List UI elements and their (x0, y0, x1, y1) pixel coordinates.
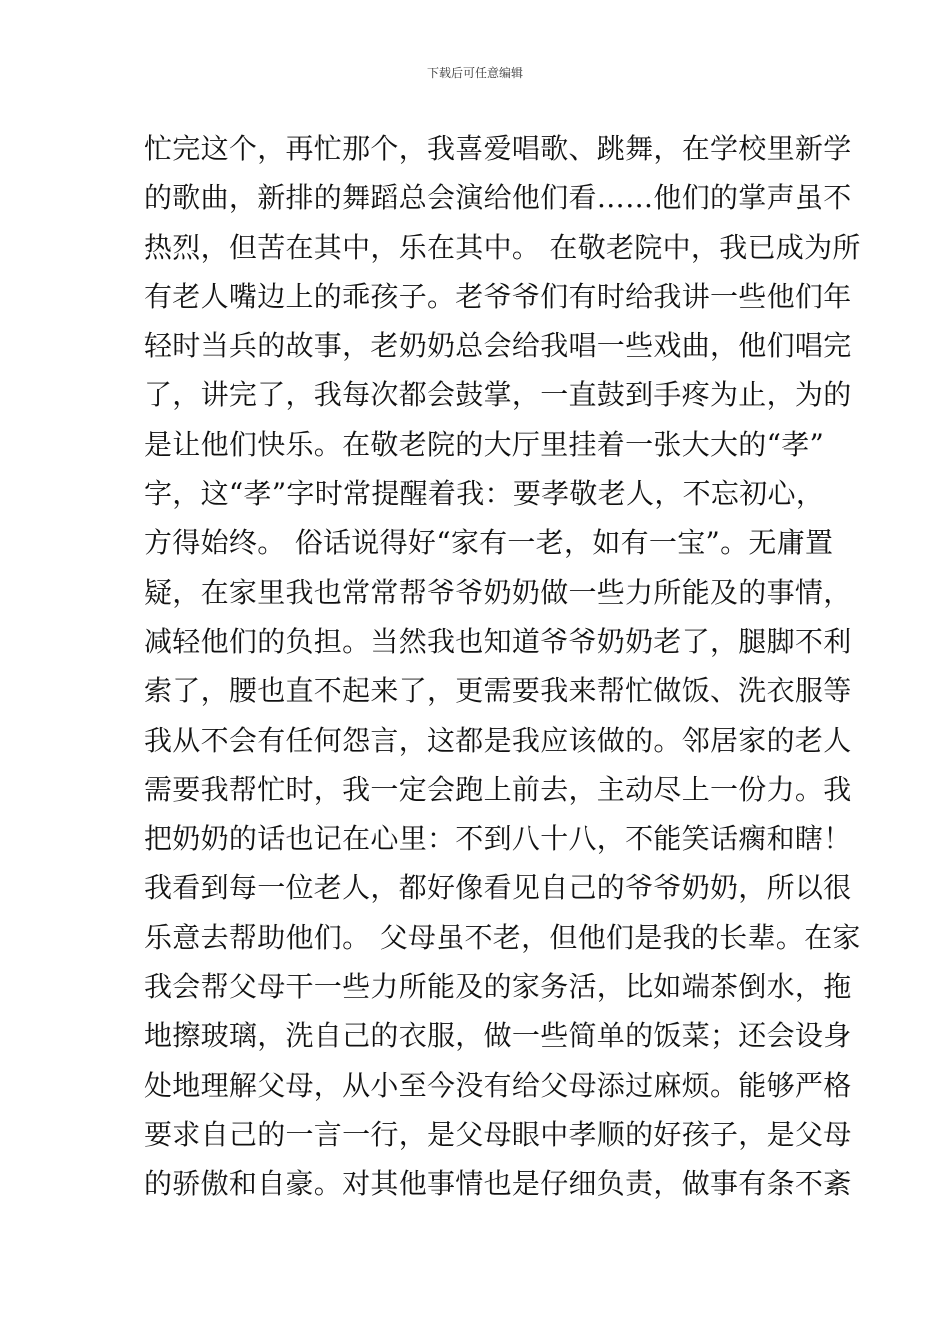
text-line: 是让他们快乐。在敬老院的大厅里挂着一张大大的“孝” (144, 427, 825, 461)
text-line: 疑，在家里我也常常帮爷爷奶奶做一些力所能及的事情， (144, 575, 852, 609)
text-line: 我从不会有任何怨言，这都是我应该做的。邻居家的老人 (144, 723, 852, 757)
text-line: 轻时当兵的故事，老奶奶总会给我唱一些戏曲，他们唱完 (144, 329, 852, 363)
text-line: 了，讲完了，我每次都会鼓掌，一直鼓到手疼为止，为的 (144, 378, 852, 412)
text-line: 索了，腰也直不起来了，更需要我来帮忙做饭、洗衣服等 (144, 674, 852, 708)
text-line: 热烈，但苦在其中，乐在其中。 在敬老院中，我已成为所 (144, 230, 861, 264)
text-line: 要求自己的一言一行，是父母眼中孝顺的好孩子，是父母 (144, 1117, 852, 1151)
text-line: 有老人嘴边上的乖孩子。老爷爷们有时给我讲一些他们年 (144, 279, 852, 313)
text-line: 乐意去帮助他们。 父母虽不老，但他们是我的长辈。在家 (144, 920, 861, 954)
text-line: 字，这“孝”字时常提醒着我：要孝敬老人，不忘初心， (144, 477, 825, 511)
text-line: 把奶奶的话也记在心里：不到八十八，不能笑话瘸和瞎！ (144, 822, 852, 856)
text-line: 我会帮父母干一些力所能及的家务活，比如端茶倒水，拖 (144, 970, 852, 1004)
text-line: 地擦玻璃，洗自己的衣服，做一些简单的饭菜；还会设身 (144, 1019, 852, 1053)
text-line: 的歌曲，新排的舞蹈总会演给他们看……他们的掌声虽不 (144, 181, 852, 215)
text-line: 处地理解父母，从小至今没有给父母添过麻烦。能够严格 (144, 1068, 852, 1102)
text-line: 忙完这个，再忙那个，我喜爱唱歌、跳舞，在学校里新学 (144, 132, 852, 165)
text-line: 需要我帮忙时，我一定会跑上前去，主动尽上一份力。我 (144, 772, 852, 806)
page-header-note: 下载后可任意编辑 (426, 66, 523, 80)
text-line: 方得始终。 俗话说得好“家有一老，如有一宝”。无庸置 (144, 526, 834, 560)
text-line: 的骄傲和自豪。对其他事情也是仔细负责，做事有条不紊 (144, 1167, 852, 1201)
text-line: 我看到每一位老人，都好像看见自己的爷爷奶奶，所以很 (144, 871, 852, 905)
text-line: 减轻他们的负担。当然我也知道爷爷奶奶老了，腿脚不利 (144, 624, 852, 658)
body-text (144, 124, 861, 1209)
